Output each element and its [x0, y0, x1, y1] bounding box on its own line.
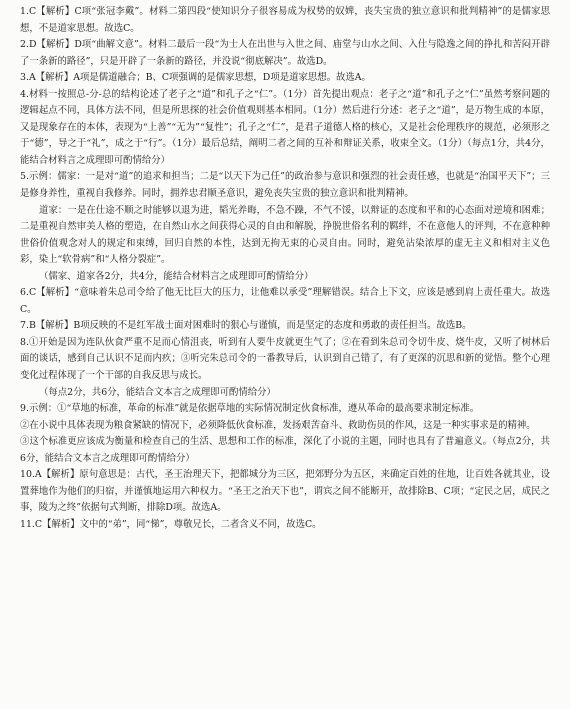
answer-10-paragraph: 10.A【解析】原句意思是：古代，圣王治理天下，把都城分为三区，把郊野分为五区，来确定百姓的住地，让百姓各就其业，设置葬地作为他们的归宿，并谨慎地运用六种权力。“圣王之治天下也”，谓宾之间不能断开，故排除B、C项；“定民之居，成民之事，陵为之终”依据句式判断，排除D项。故选A。	[20, 469, 550, 514]
answer-5-taoist-paragraph: 道家：一是在仕途不顺之时能够以退为进，韬光养晦，不急不躁，不气不馁，以辩证的态度和平和的心态面对逆境和困难；二是重视自然审美人格的塑造，在自然山水之间获得心灵的自由和解脱，挣脱世俗名利的羁绊，不在意他人的评判，不在意种种世俗价值观念对人的规定和束缚，回归自然的本性，达到无拘无束的心灵自由。同时，避免沾染浓厚的虚无主义和相对主义色彩，染上“软骨病”和“人格分裂症”。	[20, 204, 550, 266]
answer-4-paragraph: 4.材料一按照总-分-总的结构论述了老子之“道”和孔子之“仁”。（1分）首先提出观点：老子之“道”和孔子之“仁”虽然考察问题的逻辑起点不同，具体方法不同，但是所思探的社会价值观则基本相同。（1分）然后进行分述：老子之“道”，是万物生成的本原，又是现象存在的本体，表现为“上善”“无为”“复性”；孔子之“仁”，是君子道德人格的核心，又是社会伦理秩序的规范，必须形之于“德”，导之于“礼”，成之于“行”。（1分）最后总结，阐明二者之间的互补和辩证关系，收束全文。（1分）（每点1分，共4分，能结合材料言之成理即可酌情给分）	[20, 88, 550, 166]
answer-9-point-2: ②在小说中具体表现为粮食紧缺的情况下，必须降低伙食标准，发扬艰苦奋斗、救助伤员的作风，这是一种实事求是的精神。	[20, 419, 536, 431]
answer-5-confucian-paragraph: 5.示例：儒家：一是对“道”的追求和担当；二是“以天下为己任”的政治参与意识和强烈的社会责任感，也就是“治国平天下”；三是修身养性，重视自我修养。同时，拥养忠君顺圣意识，避免丧失宝贵的独立意识和批判精神。	[20, 171, 550, 200]
answer-7-paragraph: 7.B【解析】B项反映的不是红军战士面对困难时的狠心与谨慎，而是坚定的态度和勇敢的责任担当。故选B。	[20, 320, 472, 332]
answer-1-paragraph: 1.C【解析】C项“张冠李戴”。材料二第四段“使知识分子很容易成为权势的奴婢，丧失宝贵的独立意识和批判精神”的是儒家思想，不是道家思想。故选C。	[20, 6, 550, 34]
answer-6-paragraph: 6.C【解析】“意味着朱总司令给了他无比巨大的压力，让他难以承受”理解错误。结合上下文，应该是感到肩上责任重大。故选C。	[20, 287, 550, 315]
answer-9-paragraph: 9.示例：①“草地的标准，革命的标准”就是依据草地的实际情况制定伙食标准，遵从革命的最高要求制定标准。	[20, 403, 480, 415]
answer-5-scoring-note: （儒家、道家各2分，共4分，能结合材料言之成理即可酌情给分）	[39, 270, 314, 282]
answer-8-scoring-note: （每点2分，共6分，能结合文本言之成理即可酌情给分）	[39, 386, 276, 398]
answer-3-paragraph: 3.A【解析】A项是儒道融合；B、C项强调的是儒家思想，D项是道家思想。故选A。	[20, 72, 371, 84]
answer-9-point-3: ③这个标准更应该成为衡量和检查自己的生活、思想和工作的标准，深化了小说的主题，同时也具有了普遍意义。（每点2分，共6分，能结合文本言之成理即可酌情给分）	[20, 436, 550, 464]
answer-8-paragraph: 8.①开始是因为连队伙食严重不足而心情沮丧，听到有人要牛皮就更生气了；②在看到朱总司令切牛皮、烧牛皮，又听了树林后面的谈话，感到自己认识不足而内疚；③听完朱总司令的一番教导后，认识到自己错了，有了更深的沉思和新的觉悟。整个心理变化过程体现了一个干部的自我反思与成长。	[20, 336, 550, 382]
answer-2-paragraph: 2.D【解析】D项“曲解文意”。材料二最后一段“为士人在出世与入世之间、庙堂与山水之间、入仕与隐逸之间的挣扎和苦闷开辟了一条新的路径”，只是开辟了一条新的路径，并没说“彻底解决”。故选D。	[20, 39, 550, 67]
answer-11-paragraph: 11.C【解析】文中的“弟”，同“悌”，尊敬兄长，二者含义不同，故选C。	[20, 518, 322, 530]
